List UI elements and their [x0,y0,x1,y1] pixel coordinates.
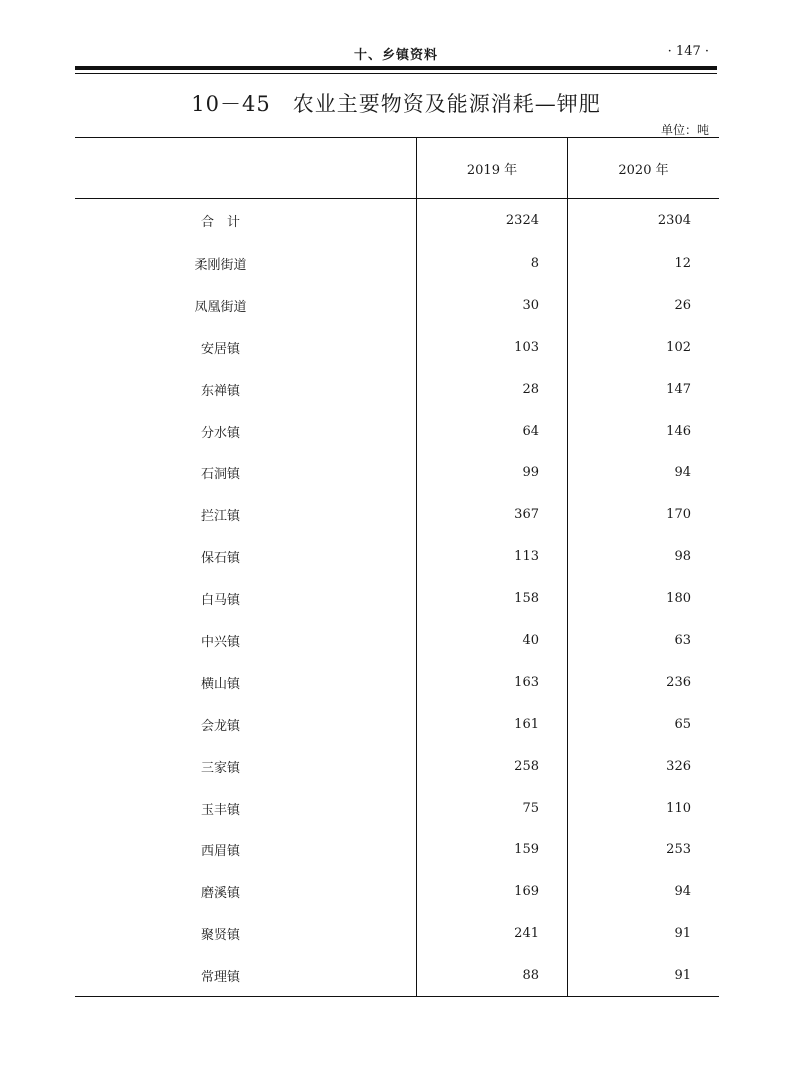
region-name-cell: 常理镇 [75,955,417,997]
region-name-cell: 凤凰街道 [194,299,247,315]
value-2019-cell: 30 [417,284,568,326]
table-row [75,787,719,829]
value-2020-cell: 65 [568,703,720,745]
value-2019-cell: 64 [417,410,568,452]
value-2020-cell: 326 [568,745,720,787]
value-2020-cell: 12 [568,243,720,285]
table-row [75,536,719,578]
value-2020-cell: 146 [568,410,720,452]
value-2019-cell: 8 [417,243,568,285]
region-name-cell: 磨溪镇 [200,886,240,902]
column-header-2020: 2020 年 [568,138,720,199]
unit-label: 单位：吨 [660,123,709,137]
region-name-cell: 横山镇 [200,676,240,692]
table-body [75,199,719,997]
table-row [75,913,719,955]
value-2019-cell: 40 [417,620,568,662]
value-2019-cell: 113 [417,536,568,578]
table-row [75,368,719,410]
column-header-region [75,138,417,199]
value-2020-cell: 91 [568,913,720,955]
region-name-cell: 石洞镇 [200,467,240,483]
header-rule-thin [75,73,717,74]
value-2019-cell: 367 [417,494,568,536]
region-name-cell: 东禅镇 [200,383,240,399]
value-2019-cell: 258 [417,745,568,787]
table-row [75,199,719,243]
table-row [75,284,719,326]
value-2019-cell: 103 [417,326,568,368]
table-row [75,829,719,871]
value-2019-cell: 161 [417,703,568,745]
value-2020-cell: 94 [568,452,720,494]
region-name-cell: 拦江镇 [200,509,240,525]
table-row [75,745,719,787]
value-2020-cell: 102 [568,326,720,368]
table-row [75,243,719,285]
page-number: · 147 · [667,44,709,59]
header-rule-thick [75,66,717,70]
value-2020-cell: 2304 [568,199,720,243]
table-number: 10－45 [191,92,271,116]
table-row [75,703,719,745]
data-table [75,137,719,997]
table-row [75,661,719,703]
value-2019-cell: 158 [417,578,568,620]
region-name-cell: 中兴镇 [200,634,240,650]
value-2020-cell: 253 [568,829,720,871]
table-header-row [75,138,719,199]
region-name-cell: 三家镇 [200,760,240,776]
region-name-cell: 玉丰镇 [200,802,240,818]
table-row [75,326,719,368]
table-title-text: 农业主要物资及能源消耗—钾肥 [292,92,601,116]
value-2019-cell: 169 [417,871,568,913]
table-row [75,871,719,913]
value-2019-cell: 163 [417,661,568,703]
value-2019-cell: 75 [417,787,568,829]
value-2019-cell: 159 [417,829,568,871]
value-2020-cell: 180 [568,578,720,620]
region-name-cell: 安居镇 [200,341,240,357]
table-row [75,410,719,452]
running-head [75,44,717,62]
table-row [75,494,719,536]
value-2019-cell: 88 [417,955,568,997]
region-name-cell: 聚贤镇 [200,928,240,944]
region-name-cell: 合 计 [200,215,240,231]
value-2019-cell: 2324 [417,199,568,243]
value-2020-cell: 110 [568,787,720,829]
table-row [75,955,719,997]
region-name-cell: 西眉镇 [200,844,240,860]
region-name-cell: 会龙镇 [200,718,240,734]
section-title: 十、乡镇资料 [353,48,438,63]
table-title [75,88,717,118]
table-row [75,578,719,620]
value-2019-cell: 99 [417,452,568,494]
value-2020-cell: 170 [568,494,720,536]
value-2019-cell: 241 [417,913,568,955]
value-2020-cell: 63 [568,620,720,662]
value-2020-cell: 98 [568,536,720,578]
value-2020-cell: 91 [568,955,720,997]
region-name-cell: 分水镇 [200,425,240,441]
value-2019-cell: 28 [417,368,568,410]
value-2020-cell: 236 [568,661,720,703]
region-name-cell: 白马镇 [200,593,240,609]
column-header-2019: 2019 年 [417,138,568,199]
region-name-cell: 柔刚街道 [194,257,247,273]
value-2020-cell: 26 [568,284,720,326]
table-row [75,452,719,494]
region-name-cell: 保石镇 [200,551,240,567]
table-row [75,620,719,662]
value-2020-cell: 147 [568,368,720,410]
value-2020-cell: 94 [568,871,720,913]
